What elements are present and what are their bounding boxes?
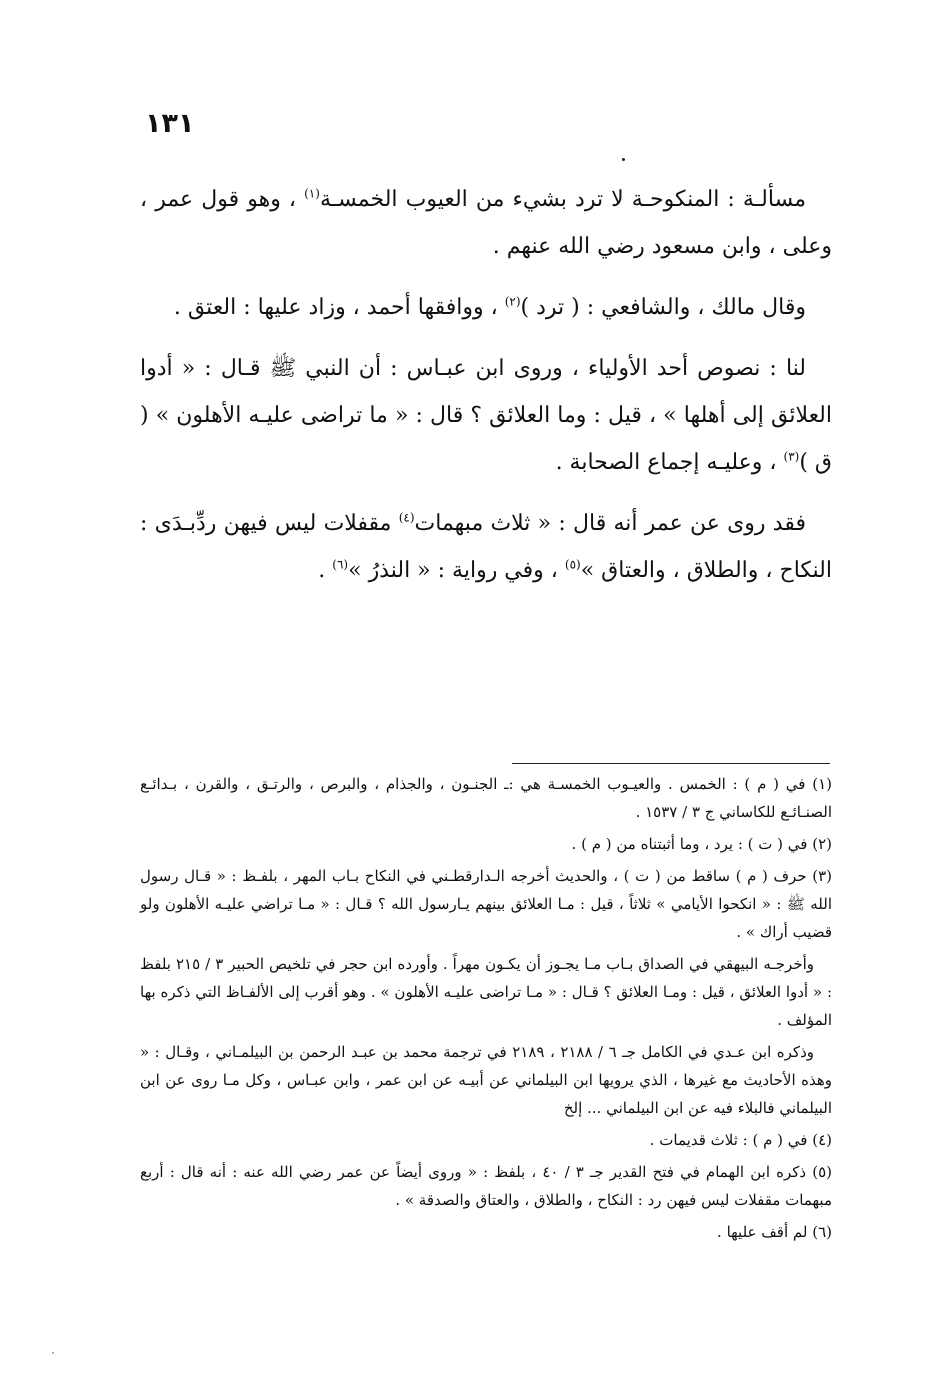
paragraph-4 [140,500,832,594]
footnote-ref-1: (١) [304,186,320,201]
footnote-5: (٥) ذكره ابن الهمام في فتح القدير جـ ٣ / ٤٠ ، بلفظ : « وروى أيضاً عن عمر رضي الله عنه : أنه قال : أربع مبهمات مقفلات ليس فيهن رد : النكاح ، والطلاق ، والعتاق والصدقة » . [140,1163,832,1209]
footnote-1: (١) في ( م ) : الخمس . والعيـوب الخمسـة هي :ـ الجنـون ، والجذام ، والبرص ، والرتـق ، والقرن ، بـدائـع الصنـائـع للكاساني ج ٣ / ١٥٣٧ . [140,775,832,821]
page-number: ١٣١ [145,108,195,139]
main-text [140,176,832,608]
footnote-ref-3: (٣) [783,449,800,464]
paragraph-4-text-b: مقفلات ليس فيهن ردِّبـدَى : النكاح ، والطلاق ، والعتاق » [140,511,832,583]
footnote-ref-6: (٦) [332,557,349,572]
paragraph-2-text-a: وقال مالك ، والشافعي : ( ترد ) [520,295,806,320]
paragraph-3-text-a: لنا : نصوص أحد الأولياء ، وروى ابن عبـاس : أن النبي ﷺ قـال : « أدوا العلائق إلى أهلها » ، قيل : وما العلائق ؟ قال : « ما تراضى عليـه الأهلون » ( ق ) [140,356,832,475]
footnote-4: (٤) في ( م ) : ثلاث قديمات . [649,1131,832,1149]
paragraph-3-text-b: ، وعليـه إجماع الصحابة . [555,450,784,475]
paragraph-4-text-d: . [318,558,333,583]
footnote-6: (٦) لم أقف عليها . [717,1223,832,1241]
footnotes [140,770,832,1250]
footnote-3: (٣) حرف ( م ) ساقط من ( ت ) ، والحديث أخرجه الـدارقطـني في النكاح بـاب المهر ، بلفـظ : « قـال رسول الله ﷺ : « انكحوا الأيامي » ثلاثاً ، قيل : مـا العلائق بينهم يـارسول الله ؟ قـال : « مـا تراضي عليـه الأهلون ولو قضيب أراك » . [140,867,832,941]
paragraph-1-text-b: ، وهو قول عمر ، وعلى ، وابن مسعود رضي الله عنهم . [140,187,832,259]
paragraph-4-text-c: ، وفي رواية : « النذرُ » [348,558,565,583]
footnote-ref-2: (٢) [504,294,521,309]
footnote-ref-4: (٤) [398,510,415,525]
footnote-3-continued-2: وذكره ابن عـدي في الكامل جـ ٦ / ٢١٨٨ ، ٢١٨٩ في ترجمة محمد بن عبـد الرحمن بن البيلمـاني ، وقـال : « وهذه الأحاديث مع غيرها ، الذي يرويها ابن البيلماني عن أبيـه عن ابن عمر ، وابن عبـاس ، وكل مـا روى عن ابن البيلماني فالبلاء فيه عن ابن البيلماني ... إلخ [140,1043,832,1117]
paragraph-1 [140,176,832,270]
footnote-separator [512,763,830,764]
footnote-2: (٢) في ( ت ) : يرد ، وما أثبتناه من ( م ) . [571,835,832,853]
ink-dot [622,158,625,161]
footnote-ref-5: (٥) [564,557,581,572]
paragraph-3 [140,345,832,486]
margin-mark [52,1352,54,1354]
paragraph-4-text-a: فقد روى عن عمر أنه قال : « ثلاث مبهمات [414,511,806,536]
paragraph-2 [140,284,832,331]
footnote-3-continued-1: وأخرجـه البيهقي في الصداق بـاب مـا يجـوز أن يكـون مهراً . وأورده ابن حجر في تلخيص الحبير ٣ / ٢١٥ بلفظ : « أدوا العلائق ، قيل : ومـا العلائق ؟ قـال : « مـا تراضى عليـه الأهلون » . وهو أقرب إلى الألفـاظ التي ذكره بها المؤلف . [140,955,832,1029]
paragraph-1-text-a: مسألـة : المنكوحـة لا ترد بشيء من العيوب الخمسـة [319,187,806,212]
paragraph-2-text-b: ، ووافقها أحمد ، وزاد عليها : العتق . [173,295,505,320]
